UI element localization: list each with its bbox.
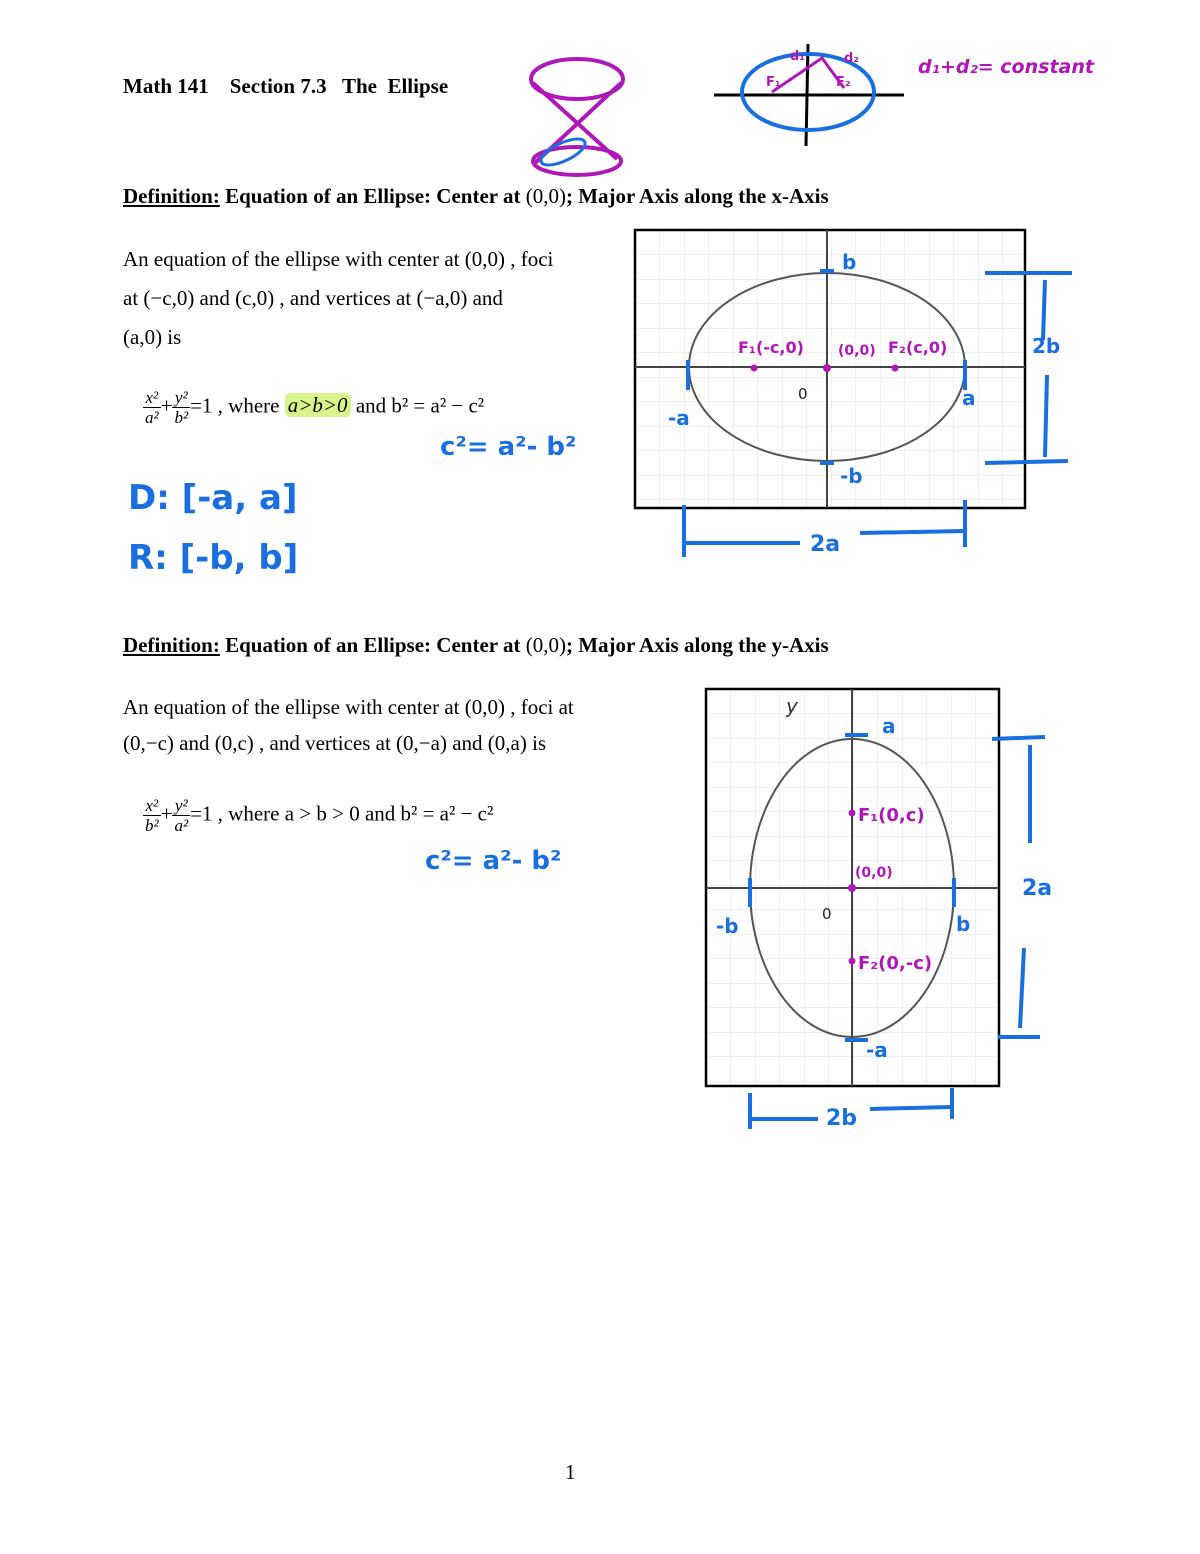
- definition-2-line-1: An equation of the ellipse with center at (0,0) , foci at: [123, 695, 574, 719]
- ellipse-equation-x: $\frac{\text{x²}}{\text{a²}}$ + $\frac{\text{y²}}{\text{b²}}$ =1 , where a>b>0 and b² = a² − c²: [145, 388, 485, 427]
- definition-1-text-a: Equation of an Ellipse: Center at: [219, 184, 526, 208]
- graph-1-a-right: a: [962, 386, 976, 410]
- graph-2-a-top: a: [882, 714, 896, 738]
- equation-rest-2: and b² = a² − c²: [350, 393, 485, 418]
- ellipse-sketch: [712, 40, 912, 150]
- fraction-x-over-a: [143, 388, 161, 427]
- graph-1-a-left: -a: [668, 406, 690, 430]
- graph-1-b-bottom: -b: [840, 464, 863, 488]
- sketch-f2-label: F₂: [836, 75, 851, 90]
- graph-2-b-right: b: [956, 912, 971, 936]
- graph-1-f2: F₂(c,0): [888, 338, 948, 357]
- equation-rest-3: =1 , where a > b > 0 and b² = a² − c²: [190, 801, 494, 826]
- fraction-y-over-a: [172, 796, 190, 835]
- equation-rest-1: =1 , where: [190, 393, 285, 418]
- definition-2-text-b: ; Major Axis along the y-Axis: [565, 633, 829, 657]
- definition-1-heading: [123, 184, 829, 209]
- frac-den-3: b²: [145, 816, 159, 835]
- graph-2-2a: 2a: [1022, 876, 1053, 901]
- fraction-y-over-b: [172, 388, 190, 427]
- graph-1-2b: 2b: [1032, 334, 1061, 358]
- page-number: 1: [565, 1460, 576, 1484]
- definition-1-line-2: at (−c,0) and (c,0) , and vertices at (−a,0) and: [123, 286, 503, 310]
- sketch-d1-label: d₁: [790, 49, 805, 64]
- vertical-ellipse-graph: [700, 683, 1080, 1133]
- definition-2-paragraph: [123, 689, 663, 761]
- section-topic: The Ellipse: [341, 74, 449, 98]
- sketch-d2-label: d₂: [844, 51, 859, 66]
- handwritten-domain: D: [-a, a]: [128, 478, 298, 518]
- graph-1-2a: 2a: [810, 532, 841, 557]
- graph-2-center: (0,0): [855, 865, 893, 881]
- frac-den-4: a²: [174, 816, 189, 835]
- definition-1-text-b: ; Major Axis along the x-Axis: [565, 184, 829, 208]
- handwritten-c-formula-2: c²= a²- b²: [425, 846, 562, 876]
- course-name: Math 141: [123, 74, 209, 98]
- definition-1-line-3: (a,0) is: [123, 325, 182, 349]
- section-number: Section 7.3: [229, 74, 327, 98]
- graph-1-f1: F₁(-c,0): [738, 338, 804, 357]
- frac-num-4: y²: [172, 796, 190, 816]
- definition-1-label: Definition:: [123, 184, 220, 208]
- handwritten-range: R: [-b, b]: [128, 538, 299, 578]
- graph-2-f2: F₂(0,-c): [858, 953, 933, 974]
- frac-den-1: a²: [145, 408, 159, 427]
- ellipse-equation-y: $\frac{\text{x²}}{\text{b²}}$ + $\frac{\text{y²}}{\text{a²}}$ =1 , where a > b > 0 and b² = a² − c²: [145, 796, 494, 835]
- graph-2-f1: F₁(0,c): [858, 805, 925, 826]
- definition-2-line-2: (0,−c) and (0,c) , and vertices at (0,−a) and (0,a) is: [123, 731, 547, 755]
- definition-1-line-1: An equation of the ellipse with center at (0,0) , foci: [123, 247, 554, 271]
- graph-2-2b: 2b: [826, 1106, 858, 1131]
- handwritten-c-formula-1: c²= a²- b²: [440, 432, 577, 462]
- definition-2-heading: [123, 633, 829, 658]
- definition-2-label: Definition:: [123, 633, 220, 657]
- frac-num-1: x²: [143, 388, 161, 408]
- definition-1-paragraph: [123, 240, 623, 357]
- graph-1-center: (0,0): [838, 343, 876, 359]
- definition-2-text-a: Equation of an Ellipse: Center at: [219, 633, 526, 657]
- definition-1-center: (0,0): [525, 184, 566, 208]
- constant-sum-note: d₁+d₂= constant: [918, 56, 1094, 78]
- horizontal-ellipse-graph: [620, 225, 1090, 565]
- frac-num-2: y²: [172, 388, 190, 408]
- page-title: [123, 74, 448, 99]
- frac-num-3: x²: [143, 796, 161, 816]
- frac-den-2: b²: [174, 408, 189, 427]
- sketch-f1-label: F₁: [766, 75, 781, 90]
- highlighted-condition: a>b>0: [285, 393, 351, 417]
- graph-1-b-top: b: [842, 250, 857, 274]
- definition-2-center: (0,0): [525, 633, 566, 657]
- graph-2-a-bottom: -a: [866, 1038, 888, 1062]
- graph-1-origin: 0: [798, 385, 808, 403]
- graph-2-b-left: -b: [716, 914, 739, 938]
- double-cone-sketch: [525, 55, 630, 185]
- graph-2-y-axis-label: y: [786, 694, 798, 718]
- fraction-x-over-b: [143, 796, 161, 835]
- graph-2-origin: 0: [822, 905, 832, 923]
